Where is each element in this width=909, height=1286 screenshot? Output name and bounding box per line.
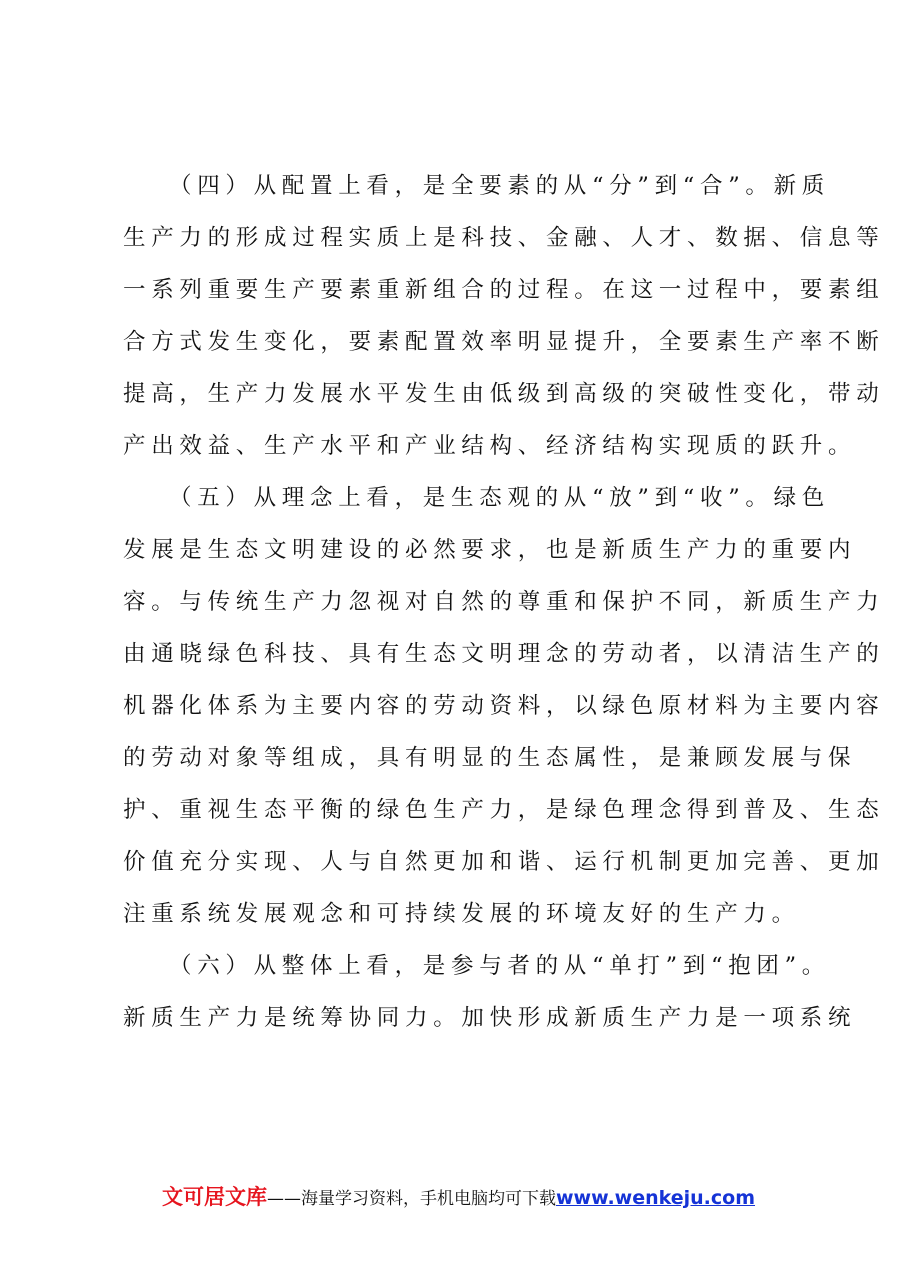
- text-line: 由通晓绿色科技、具有生态文明理念的劳动者，以清洁生产的: [123, 641, 885, 667]
- text-line: （六）从整体上看，是参与者的从“单打”到“抱团”。: [169, 953, 831, 979]
- text-line: 机器化体系为主要内容的劳动资料，以绿色原材料为主要内容: [123, 693, 885, 719]
- footer-site-link[interactable]: www.wenkeju.com: [556, 1187, 756, 1209]
- text-line: （五）从理念上看，是生态观的从“放”到“收”。绿色: [169, 485, 831, 511]
- text-line: 的劳动对象等组成，具有明显的生态属性，是兼顾发展与保: [123, 745, 857, 771]
- text-line: 一系列重要生产要素重新组合的过程。在这一过程中，要素组: [123, 277, 885, 303]
- footer-brand: 文可居文库: [162, 1185, 267, 1209]
- text-line: 新质生产力是统筹协同力。加快形成新质生产力是一项系统: [123, 1005, 857, 1031]
- footer-banner: [162, 1180, 755, 1214]
- text-line: 产出效益、生产水平和产业结构、经济结构实现质的跃升。: [123, 433, 857, 459]
- text-line: 合方式发生变化，要素配置效率明显提升，全要素生产率不断: [123, 329, 885, 355]
- text-line: 注重系统发展观念和可持续发展的环境友好的生产力。: [123, 901, 800, 927]
- text-line: 容。与传统生产力忽视对自然的尊重和保护不同，新质生产力: [123, 589, 885, 615]
- footer-slogan: ——海量学习资料，手机电脑均可下载: [267, 1189, 556, 1209]
- text-line: 提高，生产力发展水平发生由低级到高级的突破性变化，带动: [123, 381, 885, 407]
- text-line: 护、重视生态平衡的绿色生产力，是绿色理念得到普及、生态: [123, 797, 885, 823]
- text-line: （四）从配置上看，是全要素的从“分”到“合”。新质: [169, 173, 831, 199]
- text-line: 生产力的形成过程实质上是科技、金融、人才、数据、信息等: [123, 225, 885, 251]
- text-line: 发展是生态文明建设的必然要求，也是新质生产力的重要内: [123, 537, 857, 563]
- text-line: 价值充分实现、人与自然更加和谐、运行机制更加完善、更加: [123, 849, 885, 875]
- document-body: [123, 164, 885, 1048]
